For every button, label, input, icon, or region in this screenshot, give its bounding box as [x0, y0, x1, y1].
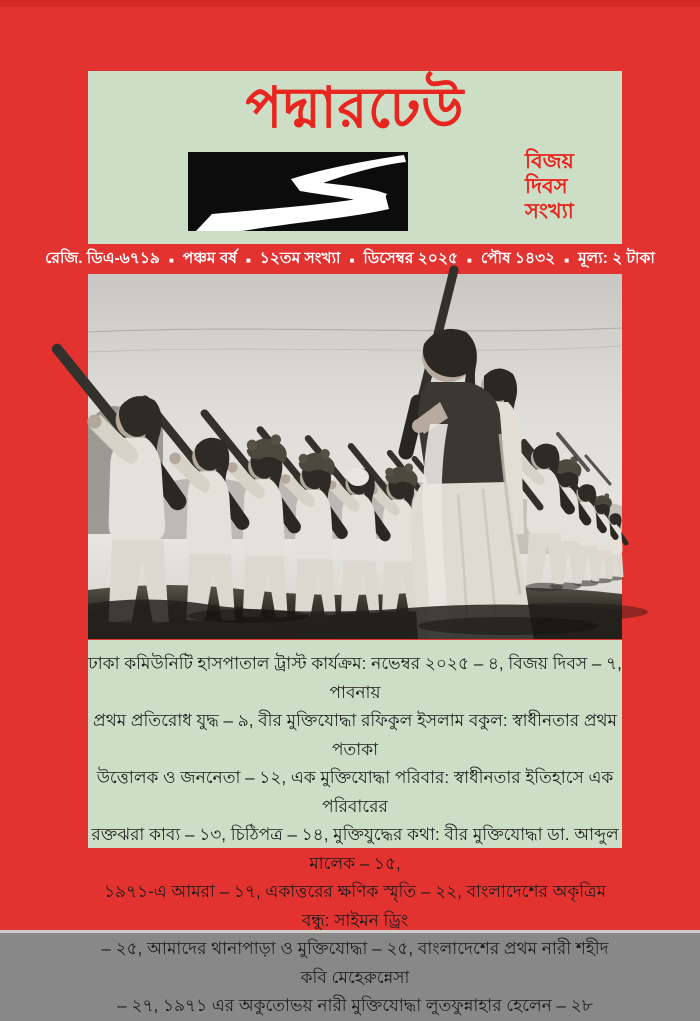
- contents-line: – ২৭, ১৯৭১ এর অকুতোভয় নারী মুক্তিযোদ্ধা লুতফুন্নাহার হেলেন – ২৮: [117, 996, 593, 1015]
- contents-line: প্রথম প্রতিরোধ যুদ্ধ – ৯, বীর মুক্তিযোদ্ধা রফিকুল ইসলাম বকুল: স্বাধীনতার প্রথম পতাকা: [93, 711, 617, 759]
- edition-line: দিবস: [525, 175, 568, 198]
- river-logo: [188, 152, 408, 231]
- square-separator-icon: ■: [466, 255, 472, 265]
- square-separator-icon: ■: [168, 255, 174, 265]
- contents-line: উত্তোলক ও জননেতা – ১২, এক মুক্তিযোদ্ধা পরিবার: স্বাধীনতার ইতিহাসে এক পরিবারের: [96, 768, 614, 816]
- freedom-fighters-photo: [88, 274, 622, 639]
- edition-label: [525, 149, 620, 224]
- contents-line: ১৯৭১-এ আমরা – ১৭, একাত্তরের ক্ষণিক স্মৃতি – ২২, বাংলাদেশের অকৃত্রিম বন্ধু: সাইমন ড্রিং: [103, 882, 607, 930]
- bengali-date: পৌষ ১৪৩২: [480, 250, 556, 267]
- edition-line: সংখ্যা: [525, 200, 574, 223]
- issue-info-bar: [0, 244, 700, 274]
- volume-label: পঞ্চম বর্ষ: [182, 250, 237, 267]
- magazine-title: পদ্মারঢেউ: [245, 76, 465, 140]
- table-of-contents: [88, 640, 622, 1015]
- cover-photo: [88, 274, 622, 639]
- contents-line: – ২৫, আমাদের থানাপাড়া ও মুক্তিযোদ্ধা – ২৫, বাংলাদেশের প্রথম নারী শহীদ কবি মেহেরুন্নেসা: [101, 939, 609, 987]
- square-separator-icon: ■: [564, 255, 570, 265]
- gregorian-date: ডিসেম্বর ২০২৫: [363, 250, 458, 267]
- river-icon: [188, 152, 408, 231]
- contents-line: ঢাকা কমিউনিটি হাসপাতাল ট্রাস্ট কার্যক্রম: নভেম্বর ২০২৫ – ৪, বিজয় দিবস – ৭, পাবনায়: [88, 654, 622, 702]
- contents-line: রক্তঝরা কাব্য – ১৩, চিঠিপত্র – ১৪, মুক্তিযুদ্ধের কথা: বীর মুক্তিযোদ্ধা ডা. আব্দুল মালেক – ১৫,: [91, 825, 619, 873]
- price-label: মূল্য: ২ টাকা: [578, 250, 655, 267]
- masthead-panel: [88, 71, 622, 244]
- issue-number: ১২তম সংখ্যা: [259, 250, 341, 267]
- bottom-edge-strip: [0, 930, 700, 933]
- square-separator-icon: ■: [349, 255, 355, 265]
- registration-number: রেজি. ডিএ-৬৭১৯: [45, 250, 160, 267]
- top-edge-strip: [0, 0, 700, 7]
- edition-line: বিজয়: [525, 150, 574, 173]
- square-separator-icon: ■: [245, 255, 251, 265]
